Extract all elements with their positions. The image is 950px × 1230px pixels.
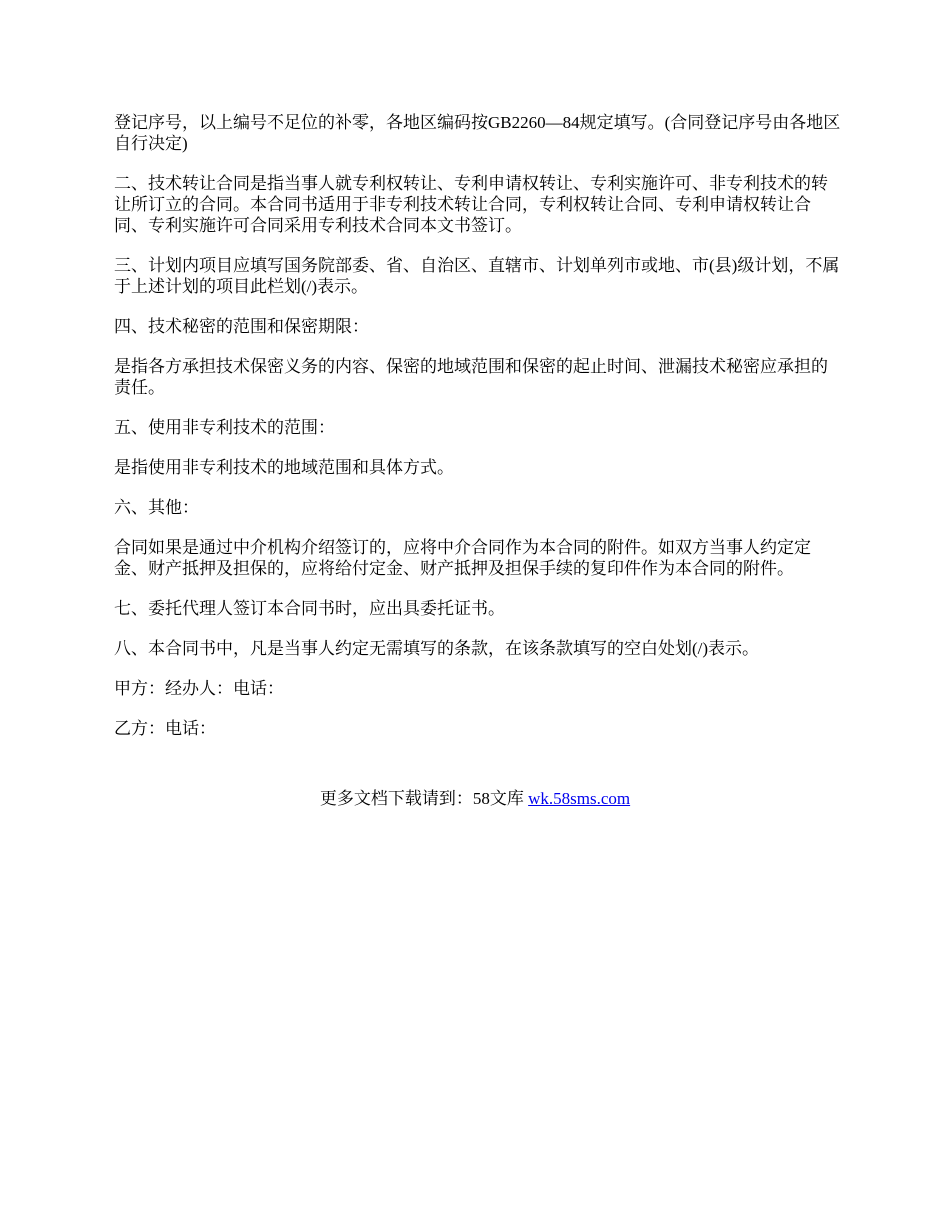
paragraph-section-2: 二、技术转让合同是指当事人就专利权转让、专利申请权转让、专利实施许可、非专利技术的转让所订立的合同。本合同书适用于非专利技术转让合同，专利权转让合同、专利申请权转让合同、专利实施许可合同采用专利技术合同本文书签订。: [114, 174, 828, 235]
heading-section-6: 六、其他：: [114, 498, 199, 517]
paragraph-registration-number: 登记序号，以上编号不足位的补零，各地区编码按GB2260—84规定填写。(合同登记序号由各地区自行决定): [114, 113, 841, 153]
document-body: [114, 112, 842, 758]
paragraph-section-5-body: 是指使用非专利技术的地域范围和具体方式。: [114, 458, 454, 477]
paragraph-section-7: 七、委托代理人签订本合同书时，应出具委托证书。: [114, 599, 505, 618]
footer: [0, 788, 950, 809]
heading-section-4: 四、技术秘密的范围和保密期限：: [114, 317, 369, 336]
paragraph-section-3: 三、计划内项目应填写国务院部委、省、自治区、直辖市、计划单列市或地、市(县)级计划，不属于上述计划的项目此栏划(/)表示。: [114, 256, 840, 296]
party-b-line: 乙方：电话：: [114, 719, 216, 738]
party-a-line: 甲方：经办人：电话：: [114, 679, 284, 698]
paragraph-section-8: 八、本合同书中，凡是当事人约定无需填写的条款，在该条款填写的空白处划(/)表示。: [114, 639, 760, 658]
heading-section-5: 五、使用非专利技术的范围：: [114, 418, 335, 437]
paragraph-section-4-body: 是指各方承担技术保密义务的内容、保密的地域范围和保密的起止时间、泄漏技术秘密应承担的责任。: [114, 357, 828, 397]
paragraph-section-6-body: 合同如果是通过中介机构介绍签订的，应将中介合同作为本合同的附件。如双方当事人约定定金、财产抵押及担保的，应将给付定金、财产抵押及担保手续的复印件作为本合同的附件。: [114, 538, 811, 578]
footer-text: 更多文档下载请到：58文库: [319, 789, 524, 808]
footer-link[interactable]: wk.58sms.com: [528, 789, 631, 808]
